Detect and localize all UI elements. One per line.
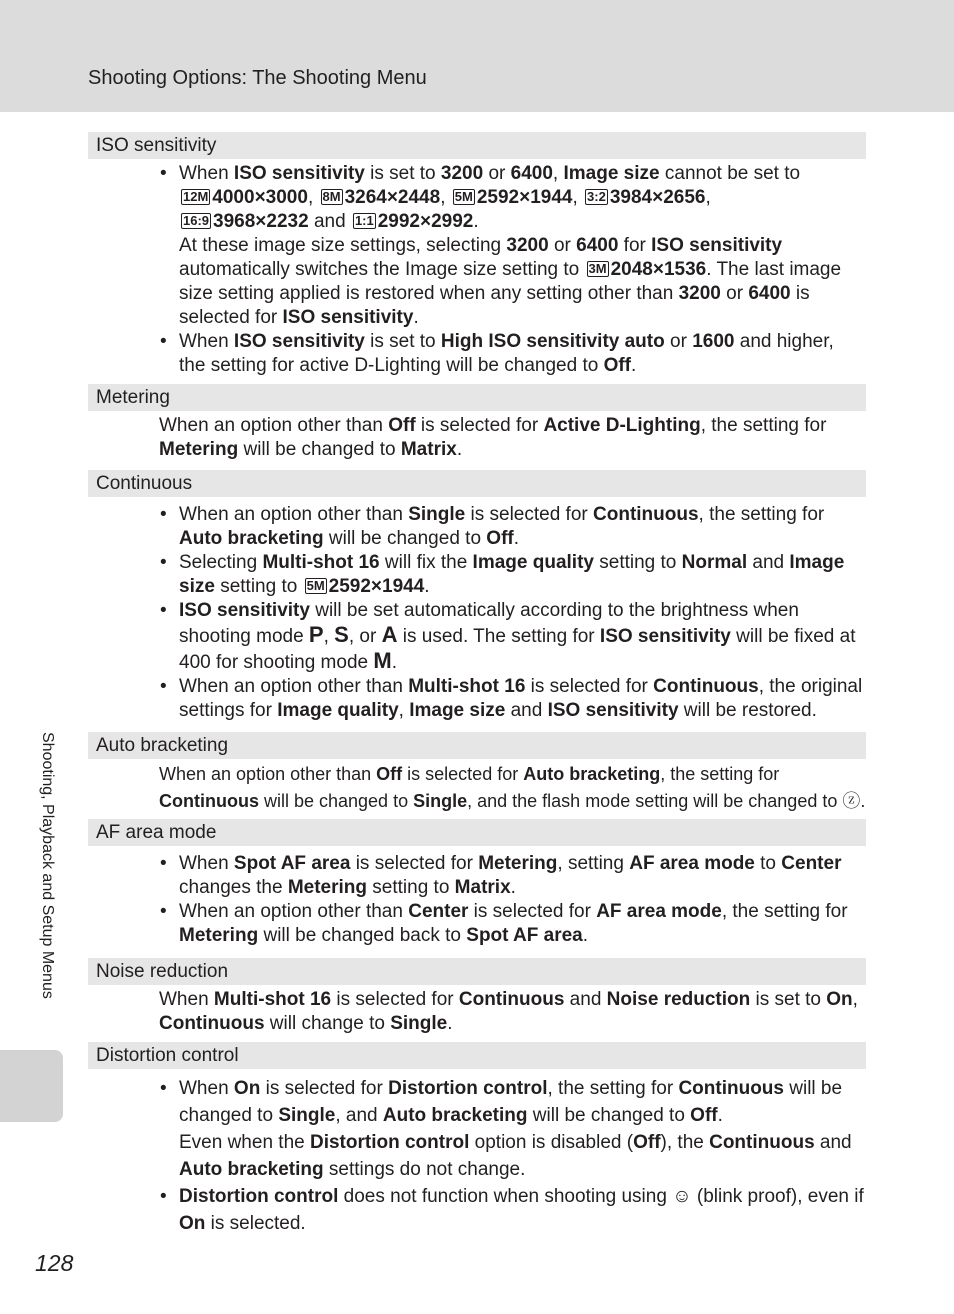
section-heading-iso-sensitivity: ISO sensitivity [88, 132, 866, 159]
iso-bullet-list [88, 162, 866, 378]
noise-reduction-paragraph: When Multi-shot 16 is selected for Continuous and Noise reduction is set to On, Continuous will change to Single. [159, 989, 858, 1034]
af-area-bullet-list [88, 852, 866, 948]
image-size-5m-icon: 5M [454, 189, 473, 204]
image-size-16-9-icon: 16:9 [183, 213, 210, 228]
image-size-3-2-icon: 3:2 [587, 189, 606, 204]
section-heading-continuous: Continuous [88, 470, 866, 497]
section-tab [0, 1050, 63, 1122]
list-item: • When ISO sensitivity is set to 3200 or 6400, Image size cannot be set to 12M 4000×3000, 8M 3264×2448, 5M 2592×1944, 3:2 3984×2656, 16:9 3968×2232 and 1:1 2992×2992. At these image size settings, selecting 3200 or 6400 for ISO sensitivity automatically switches the Image size setting to 3M 2048×1536. The last image size setting applied is restored when any setting other than 3200 or 6400 is selected for ISO sensitivity. [88, 162, 866, 330]
mode-s-icon: S [334, 622, 349, 647]
mode-m-icon: M [373, 648, 392, 673]
list-item: • Selecting Multi-shot 16 will fix the Image quality setting to Normal and Image size setting to 5M 2592×1944. [88, 551, 866, 599]
flash-off-icon: ⓩ [842, 791, 861, 811]
image-size-5m-icon: 5M [306, 578, 325, 593]
image-size-8m-icon: 8M [322, 189, 341, 204]
mode-a-icon: A [381, 622, 398, 647]
section-heading-af-area-mode: AF area mode [88, 819, 866, 846]
page-header [0, 0, 954, 112]
page-number: 128 [35, 1250, 74, 1276]
list-item: • ISO sensitivity will be set automatically according to the brightness when shooting mode P, S, or A is used. The setting for ISO sensitivity will be fixed at 400 for shooting mode M. [88, 599, 866, 675]
list-item: • When an option other than Single is selected for Continuous, the setting for Auto bracketing will be changed to Off. [88, 503, 866, 551]
list-item: • When Spot AF area is selected for Metering, setting AF area mode to Center changes the Metering setting to Matrix. [88, 852, 866, 900]
continuous-bullet-list [88, 503, 866, 723]
image-size-1-1-icon: 1:1 [354, 213, 374, 228]
section-heading-auto-bracketing: Auto bracketing [88, 732, 866, 759]
section-heading-distortion-control: Distortion control [88, 1042, 866, 1069]
list-item: • Distortion control does not function when shooting using ☺ (blink proof), even if On is selected. [88, 1183, 866, 1237]
page-content [88, 132, 866, 1237]
auto-bracketing-paragraph: When an option other than Off is selected for Auto bracketing, the setting for Continuous will be changed to Single, and the flash mode setting will be changed to ⓩ. [159, 764, 866, 811]
list-item: • When an option other than Center is selected for AF area mode, the setting for Metering will be changed back to Spot AF area. [88, 900, 866, 948]
blink-proof-icon: ☺ [672, 1186, 692, 1207]
list-item: • When On is selected for Distortion control, the setting for Continuous will be changed to Single, and Auto bracketing will be changed to Off. Even when the Distortion control option is disabled (Off), the Continuous and Auto bracketing settings do not change. [88, 1075, 866, 1183]
distortion-bullet-list [88, 1075, 866, 1237]
side-section-label: Shooting, Playback and Setup Menus [39, 732, 56, 999]
section-heading-noise-reduction: Noise reduction [88, 958, 866, 985]
list-item: • When ISO sensitivity is set to High ISO sensitivity auto or 1600 and higher, the setting for active D-Lighting will be changed to Off. [88, 330, 866, 378]
mode-p-icon: P [308, 622, 324, 647]
list-item: • When an option other than Multi-shot 16 is selected for Continuous, the original settings for Image quality, Image size and ISO sensitivity will be restored. [88, 675, 866, 723]
section-heading-metering: Metering [88, 384, 866, 411]
header-title: Shooting Options: The Shooting Menu [88, 67, 427, 89]
image-size-12m-icon: 12M [183, 189, 209, 204]
image-size-3m-icon: 3M [588, 261, 607, 276]
metering-paragraph: When an option other than Off is selected for Active D-Lighting, the setting for Metering will be changed to Matrix. [159, 415, 827, 460]
